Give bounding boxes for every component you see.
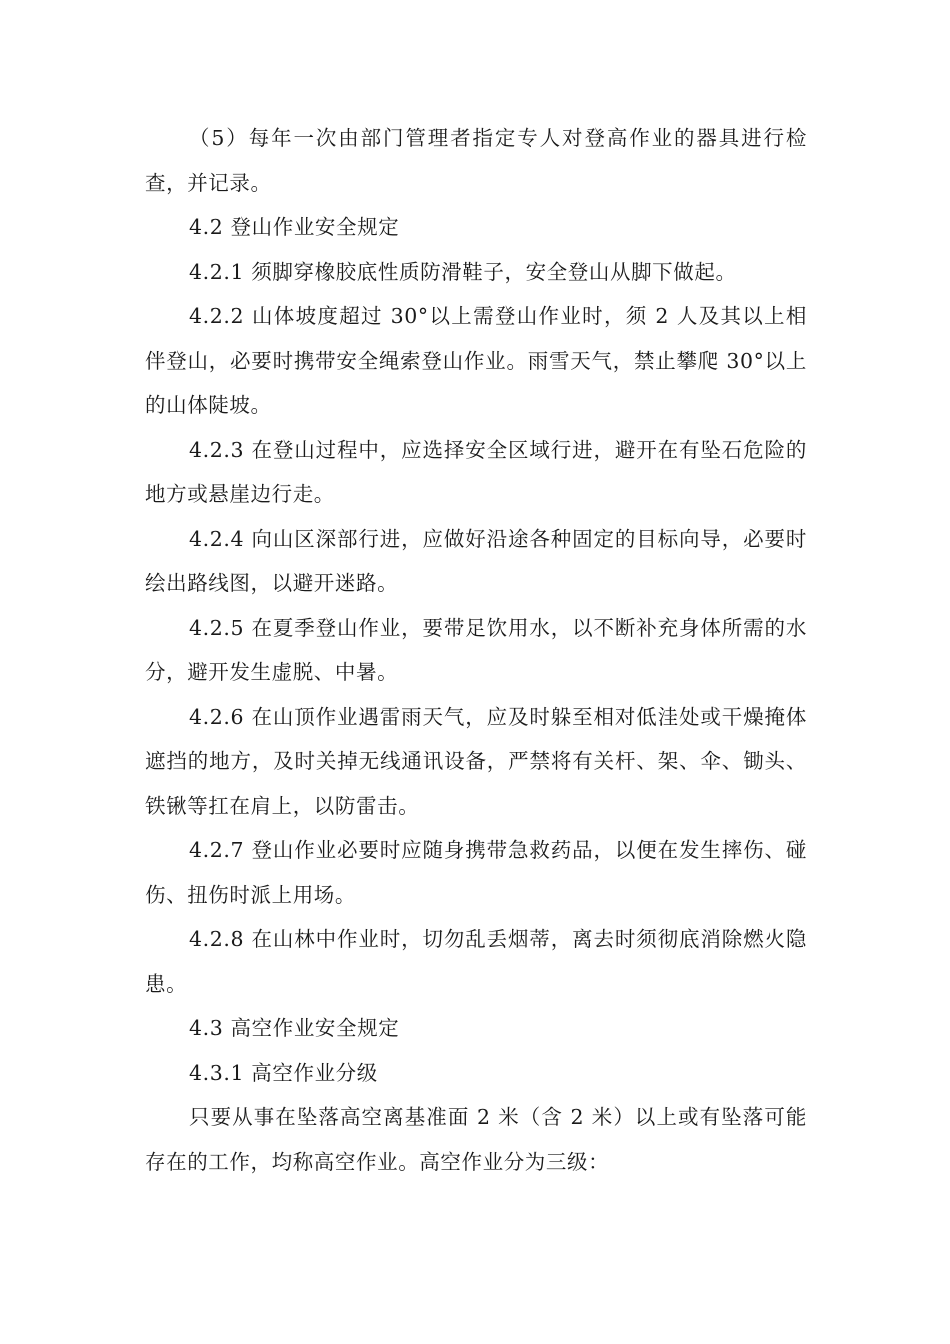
paragraph-4-2-1: 4.2.1 须脚穿橡胶底性质防滑鞋子，安全登山从脚下做起。: [189, 259, 737, 284]
paragraph-4-2-3: 4.2.3 在登山过程中，应选择安全区域行进，避开在有坠石危险的地方或悬崖边行走。: [145, 437, 807, 506]
paragraph-4-2-7: 4.2.7 登山作业必要时应随身携带急救药品，以便在发生摔伤、碰伤、扭伤时派上用场。: [145, 838, 807, 907]
paragraph-4-2-4: 4.2.4 向山区深部行进，应做好沿途各种固定的目标向导，必要时绘出路线图，以避开迷路。: [145, 526, 807, 595]
paragraph-4-2-5: 4.2.5 在夏季登山作业，要带足饮用水，以不断补充身体所需的水分，避开发生虚脱、中暑。: [145, 615, 807, 684]
heading-4-2-mountain-safety: 4.2 登山作业安全规定: [189, 215, 400, 239]
document-body: [145, 116, 807, 1184]
paragraph-4-2-8: 4.2.8 在山林中作业时，切勿乱丢烟蒂，离去时须彻底消除燃火隐患。: [145, 927, 807, 996]
paragraph-inspection-record: （5）每年一次由部门管理者指定专人对登高作业的器具进行检查，并记录。: [145, 126, 807, 195]
paragraph-height-work-definition: 只要从事在坠落高空离基准面 2 米（含 2 米）以上或有坠落可能存在的工作，均称高空作业。高空作业分为三级：: [145, 1105, 807, 1174]
heading-4-3-height-safety: 4.3 高空作业安全规定: [189, 1016, 400, 1040]
heading-4-3-1-classification: 4.3.1 高空作业分级: [189, 1060, 378, 1085]
paragraph-4-2-2: 4.2.2 山体坡度超过 30°以上需登山作业时，须 2 人及其以上相伴登山，必要时携带安全绳索登山作业。雨雪天气，禁止攀爬 30°以上的山体陡坡。: [145, 304, 807, 417]
paragraph-4-2-6: 4.2.6 在山顶作业遇雷雨天气，应及时躲至相对低洼处或干燥掩体遮挡的地方，及时关掉无线通讯设备，严禁将有关杆、架、伞、锄头、铁锹等扛在肩上，以防雷击。: [145, 704, 807, 818]
